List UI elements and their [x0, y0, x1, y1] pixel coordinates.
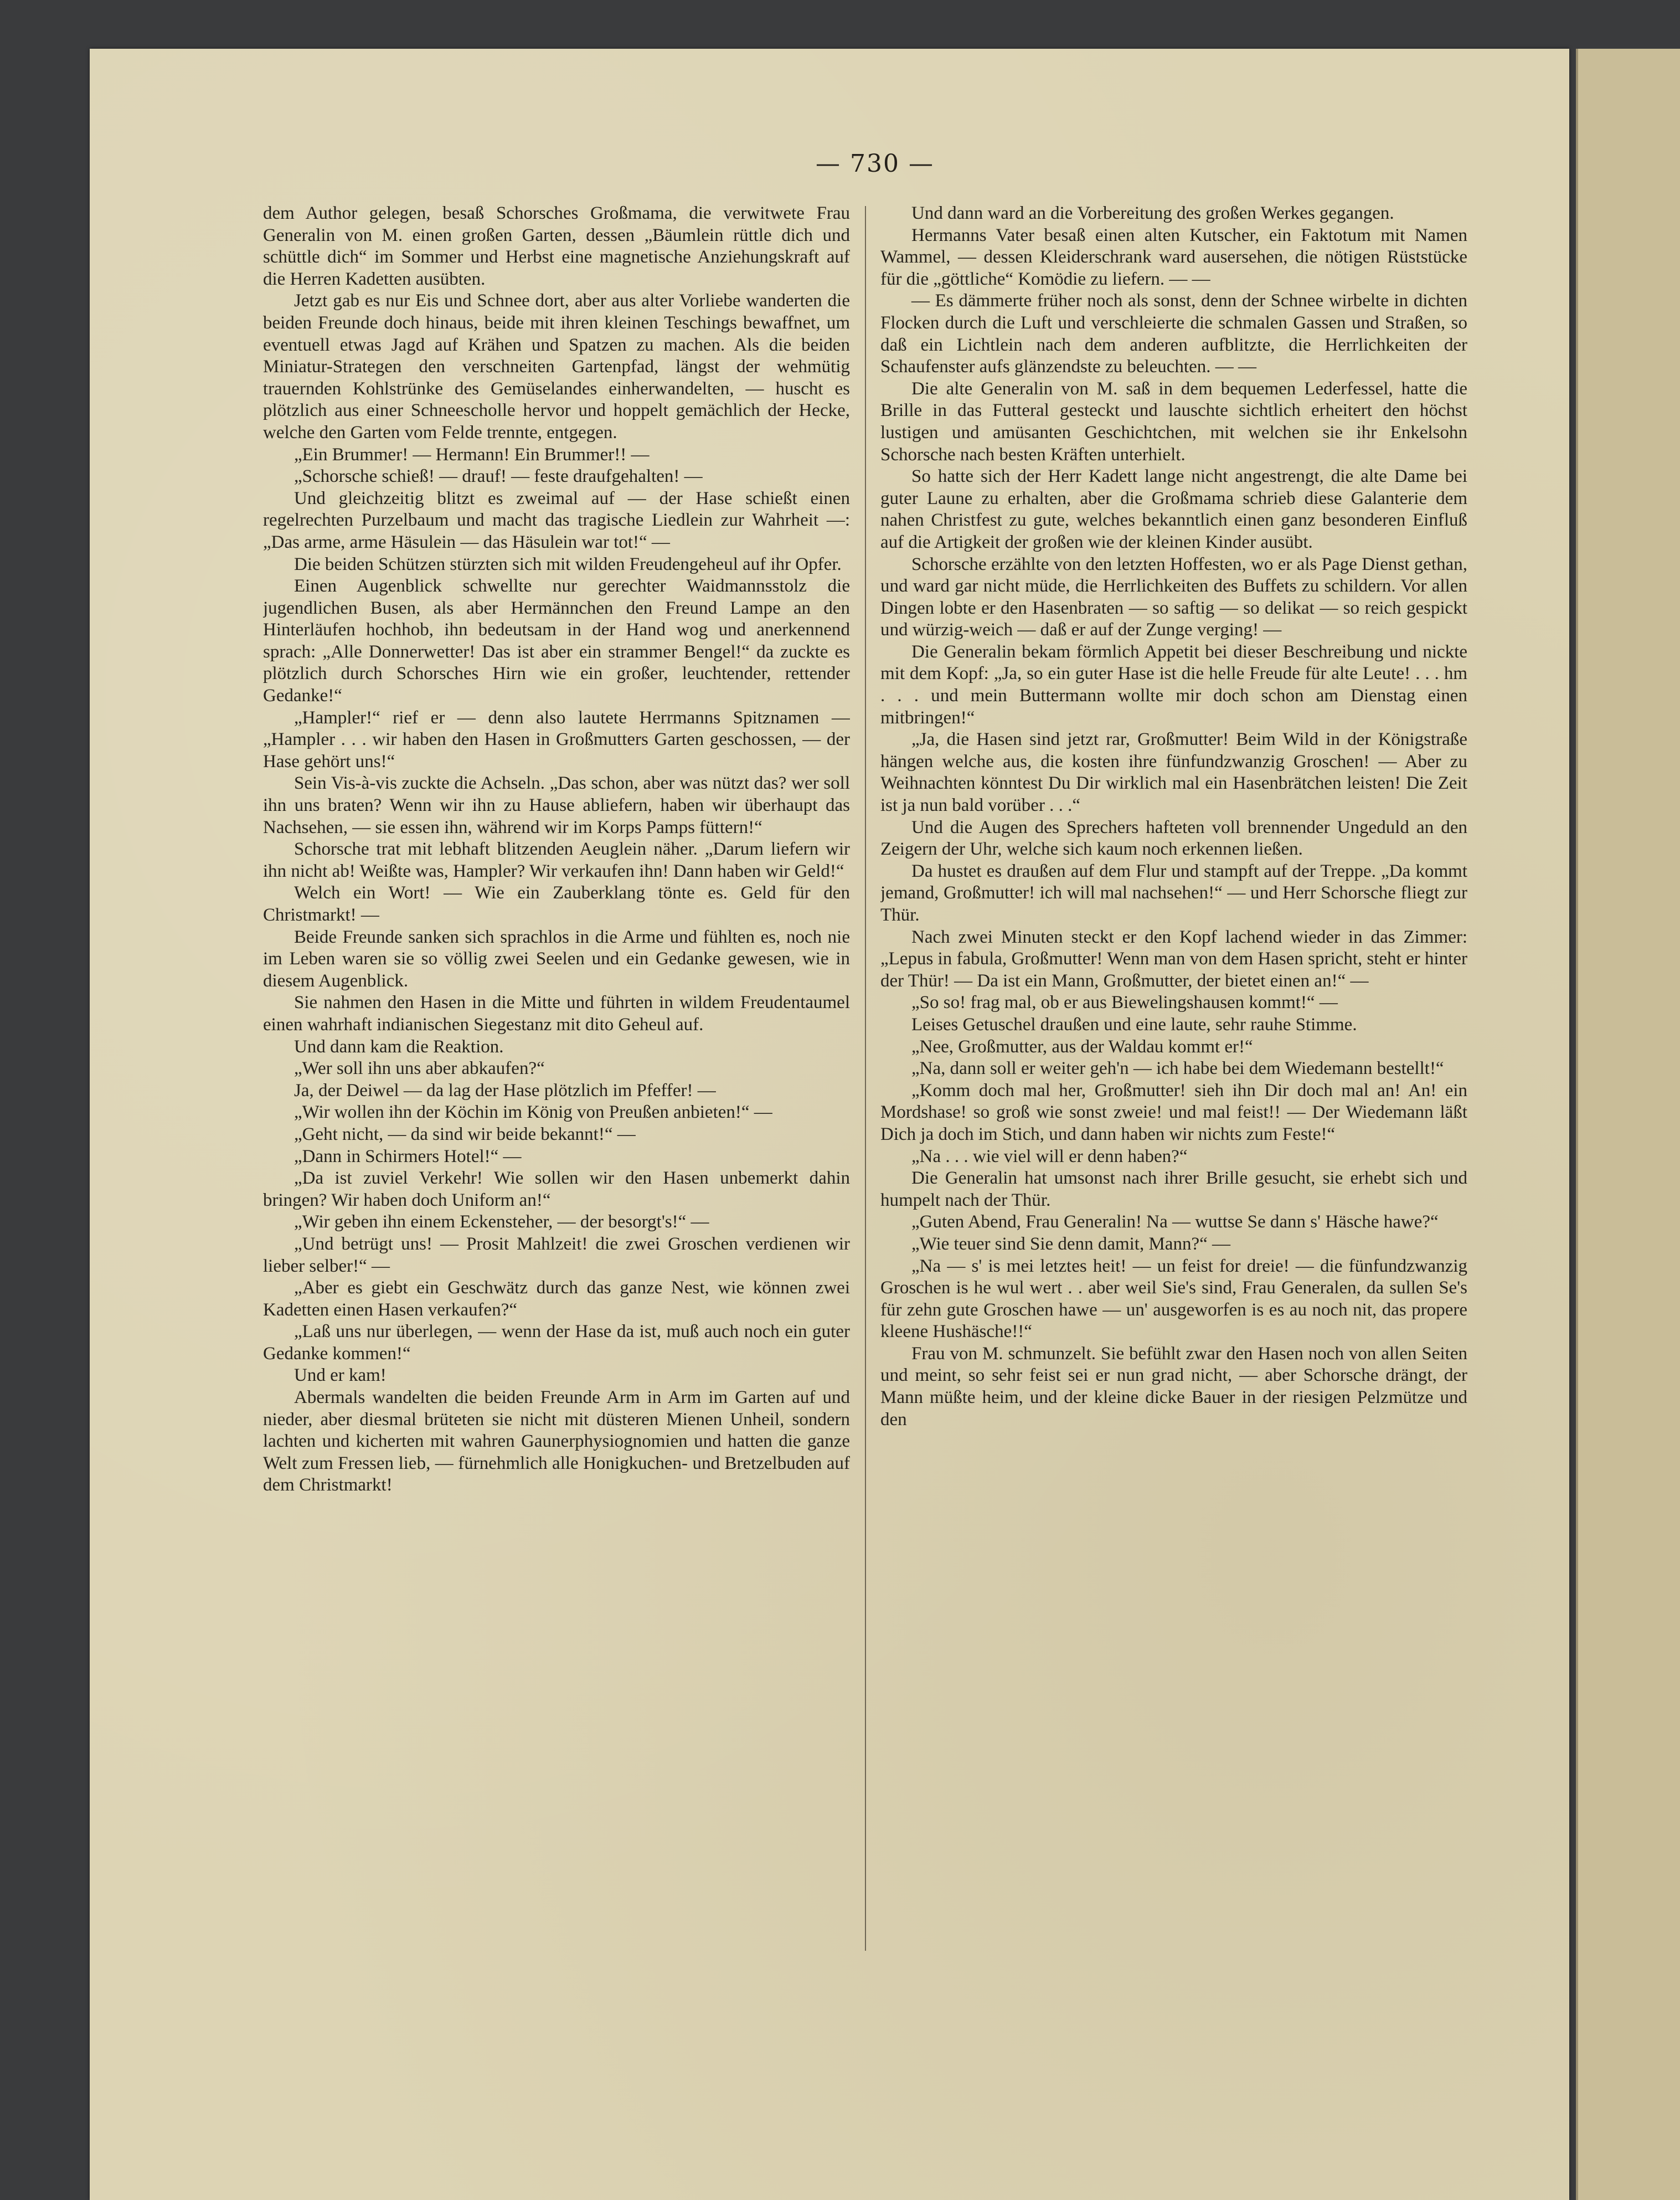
paragraph: Ja, der Deiwel — da lag der Hase plötzlich im Pfeffer! — [294, 1080, 716, 1101]
right-text-column [880, 203, 1467, 1975]
paragraph: Schorsche erzählte von den letzten Hoffesten, wo er als Page Dienst gethan, und ward gar nicht müde, die Herrlichkeiten des Buffets zu schildern. Vor allen Dingen lobte er den Hasenbraten — so saftig — so delikat — so reich gespickt und würzig-weich — daß er auf der Zunge verging! — [880, 554, 1467, 640]
paragraph: „Nee, Großmutter, aus der Waldau kommt er!“ [911, 1036, 1253, 1057]
paragraph: „Wie teuer sind Sie denn damit, Mann?“ — [911, 1233, 1231, 1254]
paragraph: Einen Augenblick schwellte nur gerechter Waidmannsstolz die jugendlichen Busen, als aber Hermännchen den Freund Lampe an den Hinterläufen hochhob, ihn bedeutsam in der Hand wog und anerkennend sprach: „Alle Donnerwetter! Das ist aber ein strammer Bengel!“ da zuckte es plötzlich durch Schorsches Hirn wie ein großer, leuchtender, rettender Gedanke!“ [263, 576, 850, 706]
paragraph: „Hampler!“ rief er — denn also lautete Herrmanns Spitznamen — „Hampler . . . wir haben den Hasen in Großmutters Garten geschossen, — der Hase gehört uns!“ [263, 707, 850, 772]
paragraph: „Geht nicht, — da sind wir beide bekannt!“ — [294, 1124, 636, 1144]
paragraph: Frau von M. schmunzelt. Sie befühlt zwar den Hasen noch von allen Seiten und meint, so sehr feist sei er nun grad nicht, — aber Schorsche drängt, der Mann müßte heim, und der kleine dicke Bauer in der riesigen Pelzmütze und den [880, 1343, 1467, 1430]
paragraph: Hermanns Vater besaß einen alten Kutscher, ein Faktotum mit Namen Wammel, — dessen Kleiderschrank ward ausersehen, die nötigen Rüststücke für die „göttliche“ Komödie zu liefern. — — [880, 225, 1467, 289]
paragraph: Sie nahmen den Hasen in die Mitte und führten in wildem Freudentaumel einen wahrhaft indianischen Siegestanz mit dito Geheul auf. [263, 993, 850, 1035]
paragraph: „Dann in Schirmers Hotel!“ — [294, 1146, 522, 1166]
paragraph: dem Author gelegen, besaß Schorsches Großmama, die verwitwete Frau Generalin von M. einen großen Garten, dessen „Bäumlein rüttle dich und schüttle dich“ im Sommer und Herbst eine magnetische Anziehungskraft auf die Herren Kadetten ausübten. [263, 203, 850, 289]
paragraph: „Wer soll ihn uns aber abkaufen?“ [294, 1058, 545, 1079]
page-number: — 730 — [816, 150, 934, 178]
paragraph: „So so! frag mal, ob er aus Biewelingshausen kommt!“ — [911, 993, 1338, 1013]
paragraph: „Ein Brummer! — Hermann! Ein Brummer!! — [294, 444, 650, 465]
paragraph: „Ja, die Hasen sind jetzt rar, Großmutter! Beim Wild in der Königstraße hängen welche aus, die kosten ihre fünfundzwanzig Groschen! — Aber zu Weihnachten könntest Du Dir wirklich mal ein Hasenbrätchen leisten! Die Zeit ist ja nun bald vorüber . . .“ [880, 729, 1467, 816]
paragraph: Da hustet es draußen auf dem Flur und stampft auf der Treppe. „Da kommt jemand, Großmutter! ich will mal nachsehen!“ — und Herr Schorsche fliegt zur Thür. [880, 861, 1467, 925]
paragraph: Beide Freunde sanken sich sprachlos in die Arme und fühlten es, noch nie im Leben waren sie so völlig zwei Seelen und ein Gedanke gewesen, wie in diesem Augenblick. [263, 927, 850, 991]
left-text-column [263, 203, 850, 1975]
paragraph: Und dann ward an die Vorbereitung des großen Werkes gegangen. [911, 203, 1394, 223]
paragraph: „Wir geben ihn einem Eckensteher, — der besorgt's!“ — [294, 1212, 709, 1232]
paragraph: „Laß uns nur überlegen, — wenn der Hase da ist, muß auch noch ein guter Gedanke kommen!“ [263, 1322, 850, 1364]
column-divider [865, 206, 866, 1951]
paragraph: „Aber es giebt ein Geschwätz durch das ganze Nest, wie können zwei Kadetten einen Hasen verkaufen?“ [263, 1278, 850, 1320]
paragraph: Nach zwei Minuten steckt er den Kopf lachend wieder in das Zimmer: „Lepus in fabula, Großmutter! Wenn man von dem Hasen spricht, steht er hinter der Thür! — Da ist ein Mann, Großmutter, der bietet einen an!“ — [880, 927, 1467, 991]
paragraph: Die alte Generalin von M. saß in dem bequemen Lederfessel, hatte die Brille in das Futteral gesteckt und lauschte sichtlich erheitert den höchst lustigen und amüsanten Geschichtchen, mit welchen sie ihr Enkelsohn Schorsche nach besten Kräften unterhielt. [880, 378, 1467, 465]
paragraph: Welch ein Wort! — Wie ein Zauberklang tönte es. Geld für den Christmarkt! — [263, 883, 850, 925]
paragraph: Abermals wandelten die beiden Freunde Arm in Arm im Garten auf und nieder, aber diesmal brüteten sie nicht mit düsteren Mienen Unheil, sondern lachten und kicherten mit wahren Gaunerphysiognomien und hatten die ganze Welt zum Fressen lieb, — fürnehmlich alle Honigkuchen- und Bretzelbuden auf dem Christmarkt! [263, 1387, 850, 1495]
paragraph: „Da ist zuviel Verkehr! Wie sollen wir den Hasen unbemerkt dahin bringen? Wir haben doch Uniform an!“ [263, 1168, 850, 1210]
paragraph: Jetzt gab es nur Eis und Schnee dort, aber aus alter Vorliebe wanderten die beiden Freunde doch hinaus, beide mit ihren kleinen Teschings bewaffnet, um eventuell etwas Jagd auf Krähen und Spatzen zu machen. Als die beiden Miniatur-Strategen den verschneiten Gartenpfad, längst der wehmütig trauernden Kohlstrünke des Gemüselandes einherwandelten, — huscht es plötzlich aus einer Schneescholle hervor und hoppelt gemächlich der Hecke, welche den Garten vom Felde trennte, entgegen. [263, 291, 850, 443]
paragraph: Und dann kam die Reaktion. [294, 1036, 504, 1057]
paragraph: „Wir wollen ihn der Köchin im König von Preußen anbieten!“ — [294, 1102, 772, 1123]
paragraph: Schorsche trat mit lebhaft blitzenden Aeuglein näher. „Darum liefern wir ihn nicht ab! Weißte was, Hampler? Wir verkaufen ihn! Dann haben wir Geld!“ [263, 839, 850, 881]
paragraph: „Komm doch mal her, Großmutter! sieh ihn Dir doch mal an! An! ein Mordshase! so groß wie sonst zweie! und mal feist!! — Der Wiedemann läßt Dich ja doch im Stich, und dann haben wir nichts zum Feste!“ [880, 1080, 1467, 1144]
paragraph: Die Generalin hat umsonst nach ihrer Brille gesucht, sie erhebt sich und humpelt nach der Thür. [880, 1168, 1467, 1210]
paragraph: „Und betrügt uns! — Prosit Mahlzeit! die zwei Groschen verdienen wir lieber selber!“ — [263, 1233, 850, 1276]
paragraph: — Es dämmerte früher noch als sonst, denn der Schnee wirbelte in dichten Flocken durch die Luft und verschleierte die schmalen Gassen und Straßen, so daß ein Lichtlein nach dem anderen aufblitzte, die Herrlichkeiten der Schaufenster aufs glänzendste zu beleuchten. — — [880, 291, 1467, 377]
paragraph: Die beiden Schützen stürzten sich mit wilden Freudengeheul auf ihr Opfer. [294, 554, 842, 574]
paragraph: „Na, dann soll er weiter geh'n — ich habe bei dem Wiedemann bestellt!“ [911, 1058, 1444, 1079]
paragraph: Und er kam! [294, 1365, 386, 1386]
paragraph: Sein Vis-à-vis zuckte die Achseln. „Das schon, aber was nützt das? wer soll ihn uns braten? Wenn wir ihn zu Hause abliefern, haben wir überhaupt das Nachsehen, — sie essen ihn, während wir im Korps Pamps füttern!“ [263, 773, 850, 837]
paragraph: „Na — s' is mei letztes heit! — un feist for dreie! — die fünfundzwanzig Groschen is he wul wert . . aber weil Sie's sind, Frau Generalen, da sullen Se's für zehn gute Groschen hawe — un' ausgeworfen is es au noch nit, das propere kleene Hushäsche!!“ [880, 1256, 1467, 1342]
paragraph: Die Generalin bekam förmlich Appetit bei dieser Beschreibung und nickte mit dem Kopf: „Ja, so ein guter Hase ist die helle Freude für alte Leute! . . . hm . . . und mein Buttermann wollte mir doch schon am Dienstag einen mitbringen!“ [880, 641, 1467, 728]
paragraph: So hatte sich der Herr Kadett lange nicht angestrengt, die alte Dame bei guter Laune zu erhalten, aber die Großmama schrieb diese Galanterie dem nahen Christfest zu gute, welches bekanntlich einen ganz besonderen Einfluß auf die Artigkeit der großen wie der kleinen Kinder ausübt. [880, 466, 1467, 552]
next-page-edge [1576, 49, 1680, 2200]
paragraph: Und die Augen des Sprechers hafteten voll brennender Ungeduld an den Zeigern der Uhr, welche sich kaum noch erkennen ließen. [880, 817, 1467, 860]
paragraph: „Na . . . wie viel will er denn haben?“ [911, 1146, 1188, 1166]
paragraph: „Guten Abend, Frau Generalin! Na — wuttse Se dann s' Häsche hawe?“ [911, 1212, 1439, 1232]
paragraph: Und gleichzeitig blitzt es zweimal auf — der Hase schießt einen regelrechten Purzelbaum und macht das tragische Liedlein zur Wahrheit —: „Das arme, arme Häsulein — das Häsulein war tot!“ — [263, 488, 850, 552]
paragraph: Leises Getuschel draußen und eine laute, sehr rauhe Stimme. [911, 1014, 1357, 1035]
paragraph: „Schorsche schieß! — drauf! — feste draufgehalten! — [294, 466, 703, 487]
